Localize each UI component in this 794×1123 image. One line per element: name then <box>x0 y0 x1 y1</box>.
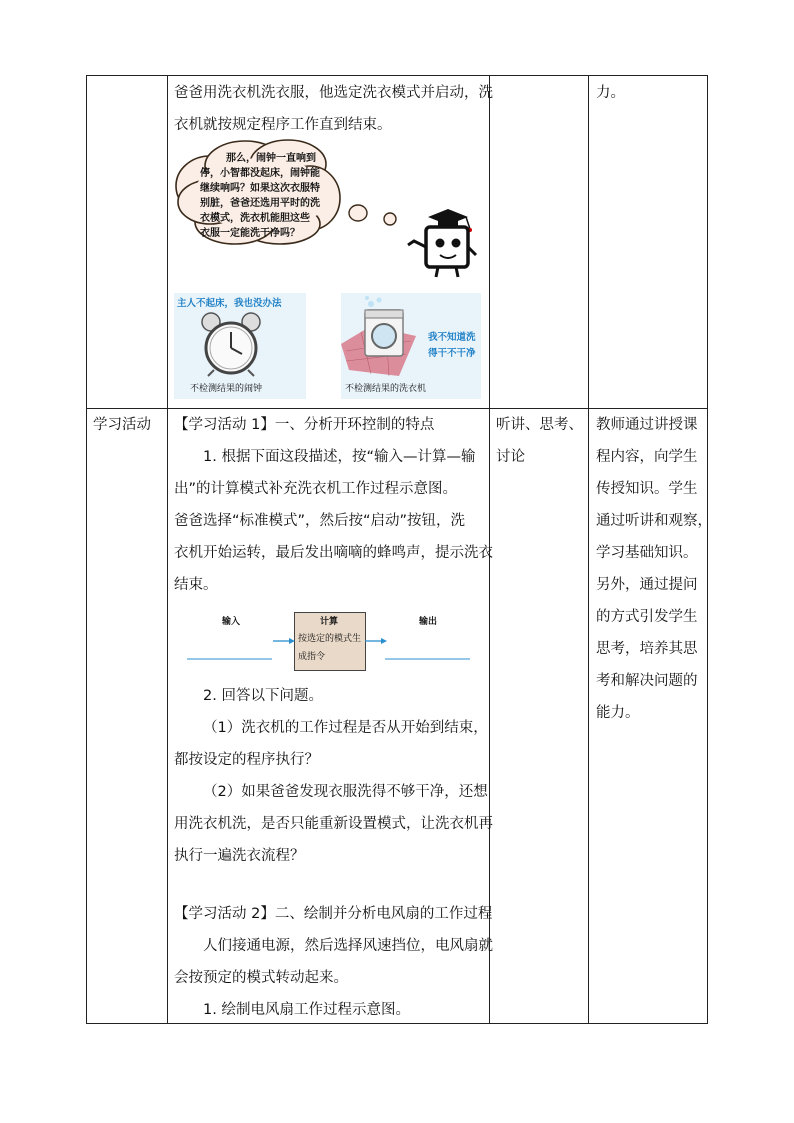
col-border-4 <box>588 75 589 1024</box>
row2-content-line: 用洗衣机洗，是否只能重新设置模式，让洗衣机再 <box>174 816 493 832</box>
col-border-left <box>86 75 87 1024</box>
clock-card-headline: 主人不起床，我也没办法 <box>177 298 282 309</box>
row2-content-line: 1. 根据下面这段描述，按“输入—计算—输 <box>203 449 476 465</box>
diagram-arrows <box>185 630 475 666</box>
washer-card-headline: 得干不干净 <box>428 348 476 359</box>
col-border-2 <box>167 75 168 1024</box>
alarm-clock-icon <box>196 312 266 378</box>
robot-mascot-icon <box>400 205 482 283</box>
row2-stage-label: 学习活动 <box>93 417 151 433</box>
col-border-right <box>707 75 708 1024</box>
row2-content-line: （2）如果爸爸发现衣服洗得不够干净，还想 <box>203 784 488 800</box>
washer-card-caption: 不检测结果的洗衣机 <box>345 384 427 394</box>
row2-content-line: 结束。 <box>174 577 218 593</box>
row2-content-line: （1）洗衣机的工作过程是否从开始到结束， <box>203 720 488 736</box>
row2-content-line: 【学习活动 2】二、绘制并分析电风扇的工作过程 <box>174 906 493 922</box>
bubble-line: 那么，闹钟一直响到 <box>226 153 316 164</box>
bubble-line: 别脏，爸爸还选用平时的洗 <box>200 198 320 209</box>
row2-content-line: 都按设定的程序执行？ <box>174 752 319 768</box>
row2-content-line: 出”的计算模式补充洗衣机工作过程示意图。 <box>174 481 458 497</box>
row2-content-line: 爸爸选择“标准模式”，然后按“启动”按钮，洗 <box>174 513 466 529</box>
row2-purpose-line: 思考，培养其思 <box>596 641 698 657</box>
row2-content-line: 2. 回答以下问题。 <box>203 688 323 704</box>
row2-student-line: 讨论 <box>496 449 525 465</box>
row2-content-line: 人们接通电源，然后选择风速挡位，电风扇就 <box>203 938 493 954</box>
diagram-input-label: 输入 <box>222 617 241 627</box>
table-top-border <box>86 75 708 76</box>
row2-purpose-line: 学习基础知识。 <box>596 545 698 561</box>
row1-purpose-text: 力。 <box>596 85 625 101</box>
diagram-output-label: 输出 <box>419 617 438 627</box>
row2-content-line: 1. 绘制电风扇工作过程示意图。 <box>203 1002 410 1018</box>
row2-content-line: 执行一遍洗衣流程？ <box>174 848 305 864</box>
clock-card-caption: 不检测结果的闹钟 <box>190 384 263 394</box>
bubble-line: 衣模式，洗衣机能胆这些 <box>200 213 310 224</box>
diagram-compute-text: 成指令 <box>298 652 326 662</box>
row2-content-line: 【学习活动 1】一、分析开环控制的特点 <box>174 417 435 433</box>
washer-card-headline: 我不知道洗 <box>428 332 476 343</box>
bubble-line: 衣服一定能洗干净吗？ <box>200 228 300 239</box>
row2-purpose-line: 教师通过讲授课 <box>596 417 698 433</box>
row2-purpose-line: 传授知识。学生 <box>596 481 698 497</box>
row2-student-line: 听讲、思考、 <box>496 417 583 433</box>
row1-content-line: 衣机就按规定程序工作直到结束。 <box>174 117 392 133</box>
row2-content-line: 会按预定的模式转动起来。 <box>174 970 348 986</box>
bubble-line: 停，小智都没起床，闹钟能 <box>200 168 320 179</box>
bubble-line: 继续响吗？如果这次衣服特 <box>200 183 320 194</box>
row2-content-line: 衣机开始运转，最后发出嘀嘀的蜂鸣声，提示洗衣 <box>174 545 493 561</box>
diagram-compute-text: 按选定的模式生 <box>298 634 362 644</box>
row2-purpose-line: 程内容，向学生 <box>596 449 698 465</box>
row2-purpose-line: 另外，通过提问 <box>596 577 698 593</box>
row2-purpose-line: 能力。 <box>596 705 640 721</box>
row1-content-line: 爸爸用洗衣机洗衣服，他选定洗衣模式并启动，洗 <box>174 85 493 101</box>
washing-machine-icon <box>341 296 431 380</box>
diagram-compute-label: 计算 <box>320 617 339 627</box>
row2-purpose-line: 通过听讲和观察， <box>596 513 712 529</box>
row2-purpose-line: 的方式引发学生 <box>596 609 698 625</box>
row2-purpose-line: 考和解决问题的 <box>596 673 698 689</box>
